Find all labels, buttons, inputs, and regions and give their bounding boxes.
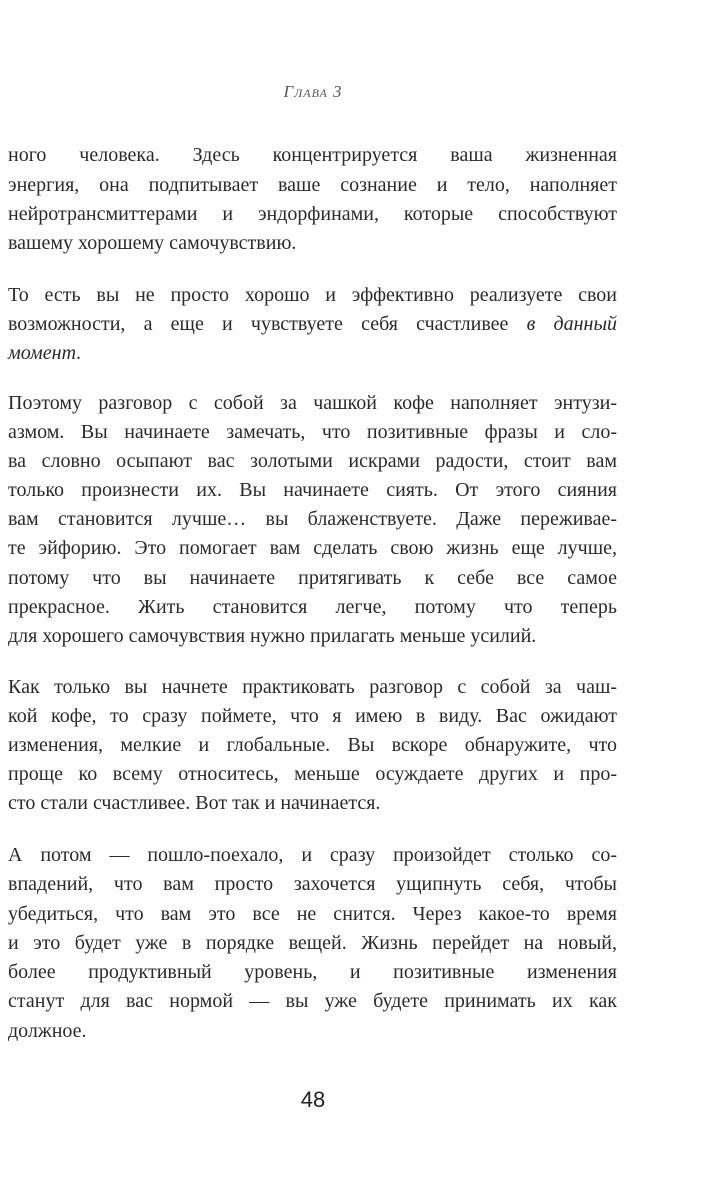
- text-segment: и это будет уже в порядке вещей. Жизнь перейдет на новый,: [8, 932, 617, 954]
- paragraph-line: [8, 702, 617, 730]
- paragraph-line: [8, 673, 617, 701]
- paragraph-line: [8, 200, 617, 228]
- text-segment: изменения, мелкие и глобальные. Вы вскоре обнаружите, что: [8, 734, 617, 756]
- text-segment: кой кофе, то сразу поймете, что я имею в виду. Вас ожидают: [8, 705, 617, 727]
- paragraph-line: [8, 958, 617, 986]
- paragraph-line: [8, 339, 617, 367]
- paragraph-line: [8, 870, 617, 898]
- paragraph-line: [8, 987, 617, 1015]
- paragraph-line: [8, 447, 617, 475]
- text-segment: потому что вы начинаете притягивать к себе все самое: [8, 567, 617, 589]
- text-segment: азмом. Вы начинаете замечать, что позитивные фразы и сло-: [8, 421, 617, 443]
- paragraph-line: [8, 418, 617, 446]
- text-segment: более продуктивный уровень, и позитивные изменения: [8, 961, 617, 983]
- paragraph-line: [8, 171, 617, 199]
- text-segment: энергия, она подпитывает ваше сознание и тело, наполняет: [8, 174, 617, 196]
- text-segment: ва словно осыпают вас золотыми искрами радости, стоит вам: [8, 450, 617, 472]
- text-segment: убедиться, что вам это все не снится. Через какое-то время: [8, 903, 617, 925]
- text-segment: только произнести их. Вы начинаете сиять. От этого сияния: [8, 479, 617, 501]
- text-segment: станут для вас нормой — вы уже будете принимать их как: [8, 990, 617, 1012]
- text-segment: проще ко всему относитесь, меньше осуждаете других и про-: [8, 763, 617, 785]
- paragraph-line: [8, 929, 617, 957]
- text-segment: вашему хорошему самочувствию.: [8, 232, 297, 254]
- text-segment: те эйфорию. Это помогает вам сделать свою жизнь еще лучше,: [8, 537, 617, 559]
- paragraph-line: [8, 229, 617, 257]
- text-segment: ного человека. Здесь концентрируется ваша жизненная: [8, 144, 617, 166]
- running-header-chapter: Глава 3: [283, 82, 343, 101]
- text-segment: впадений, что вам просто захочется ущипнуть себя, чтобы: [8, 873, 617, 895]
- paragraph-line: [8, 900, 617, 928]
- text-segment: Поэтому разговор с собой за чашкой кофе наполняет энтузи-: [8, 392, 617, 414]
- paragraph-line: [8, 389, 617, 417]
- paragraph-line: [8, 622, 617, 650]
- paragraph-line: [8, 841, 617, 869]
- text-segment: нейротрансмиттерами и эндорфинами, которые способствуют: [8, 203, 617, 225]
- paragraph-line: [8, 476, 617, 504]
- italic-text: момент: [8, 342, 77, 364]
- paragraph-line: [8, 534, 617, 562]
- paragraph-line: [8, 593, 617, 621]
- page-number: 48: [300, 1087, 326, 1112]
- paragraph-line: [8, 789, 617, 817]
- text-segment: должное.: [8, 1020, 87, 1042]
- text-segment: возможности, а еще и чувствуете себя счастливее: [8, 313, 527, 335]
- paragraph-line: [8, 564, 617, 592]
- text-segment: для хорошего самочувствия нужно прилагать меньше усилий.: [8, 625, 537, 647]
- paragraph-line: [8, 731, 617, 759]
- italic-text: в данный: [526, 313, 617, 335]
- text-segment: Как только вы начнете практиковать разговор с собой за чаш-: [8, 676, 617, 698]
- text-segment: прекрасное. Жить становится легче, потому что теперь: [8, 596, 617, 618]
- text-segment: А потом — пошло-поехало, и сразу произойдет столько со-: [8, 844, 617, 866]
- paragraph-line: [8, 281, 617, 309]
- paragraph-line: [8, 760, 617, 788]
- text-segment: вам становится лучше… вы блаженствуете. Даже переживае-: [8, 508, 617, 530]
- paragraph-line: [8, 505, 617, 533]
- paragraph-line: [8, 310, 617, 338]
- text-segment: сто стали счастливее. Вот так и начинается.: [8, 792, 381, 814]
- text-segment: То есть вы не просто хорошо и эффективно реализуете свои: [8, 284, 617, 306]
- paragraph-line: [8, 1017, 617, 1045]
- text-segment: .: [76, 342, 82, 364]
- paragraph-line: [8, 141, 617, 169]
